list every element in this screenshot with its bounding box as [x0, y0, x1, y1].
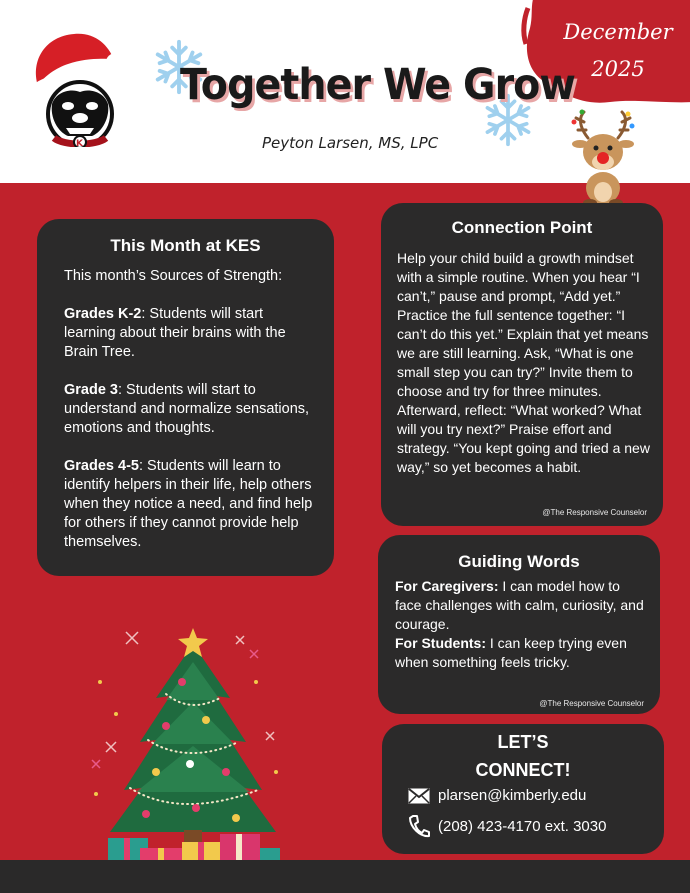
- svg-text:K: K: [76, 139, 83, 147]
- month-year: [560, 14, 676, 88]
- phone-link[interactable]: (208) 423-4170 ext. 3030: [438, 817, 607, 835]
- page-title: Together We Grow: [180, 60, 576, 110]
- students-text: I can keep trying even when something feels tricky.: [395, 635, 627, 670]
- grade-45-text: : Students will learn to identify helpers in their life, help others when they notice a need, and find help for others if they cannot provide help themselves.: [64, 458, 313, 550]
- bulldog-mascot-icon: [16, 22, 134, 147]
- connection-point-body: Help your child build a growth mindset with a simple routine. When you hear “I can’t,” pause and prompt, “Add yet.” Practice the full sentence together: “I can’t do this yet.” Explain that yet means we are still learning. Ask, “What is one small step you can try?” Invite them to choose and try for three minutes. Afterward, reflect: “What worked? What will you try next?” Praise effort and strategy. “You kept going and tried a new way,” so yet becomes a habit.: [397, 250, 650, 475]
- caregivers-label: For Caregivers:: [395, 578, 499, 594]
- connection-point-title: Connection Point: [451, 218, 593, 237]
- caregivers-text: I can model how to face challenges with calm, curiosity, and courage.: [395, 578, 644, 632]
- christmas-tree-icon: [86, 622, 286, 870]
- author-byline: Peyton Larsen, MS, LPC: [262, 134, 439, 152]
- grade-45-item: [64, 457, 314, 552]
- this-month-intro: This month’s Sources of Strength:: [64, 268, 283, 284]
- email-row: [408, 787, 586, 804]
- envelope-icon: [408, 788, 430, 804]
- students-label: For Students:: [395, 635, 486, 651]
- connect-title-line1: LET’S: [497, 732, 549, 752]
- grade-3-item: [64, 381, 314, 438]
- phone-row: [408, 814, 606, 838]
- grade-k2-label: Grades K-2: [64, 306, 142, 322]
- this-month-title: This Month at KES: [110, 236, 261, 255]
- connection-point-credit: @The Responsive Counselor: [542, 508, 647, 517]
- grade-k2-text: : Students will start learning about their brains with the Brain Tree.: [64, 306, 286, 360]
- footer-bar: [0, 860, 690, 893]
- guiding-words-credit: @The Responsive Counselor: [539, 699, 644, 708]
- this-month-card: [37, 219, 334, 576]
- month-label: December: [563, 20, 673, 44]
- grade-3-label: Grade 3: [64, 382, 118, 398]
- guiding-words-card: [378, 535, 660, 714]
- connection-point-card: [381, 203, 663, 526]
- grade-3-text: : Students will start to understand and normalize sensations, emotions and thoughts.: [64, 382, 310, 436]
- grade-k2-item: [64, 305, 314, 362]
- grade-45-label: Grades 4-5: [64, 458, 139, 474]
- connect-title-line2: CONNECT!: [475, 760, 571, 780]
- year-label: 2025: [591, 57, 645, 81]
- reindeer-icon: [566, 108, 640, 208]
- lets-connect-card: [382, 724, 664, 854]
- phone-icon: [408, 814, 430, 838]
- caregivers-item: [395, 577, 645, 634]
- email-link[interactable]: plarsen@kimberly.edu: [438, 787, 587, 804]
- guiding-words-title: Guiding Words: [458, 552, 580, 571]
- students-item: [395, 634, 645, 672]
